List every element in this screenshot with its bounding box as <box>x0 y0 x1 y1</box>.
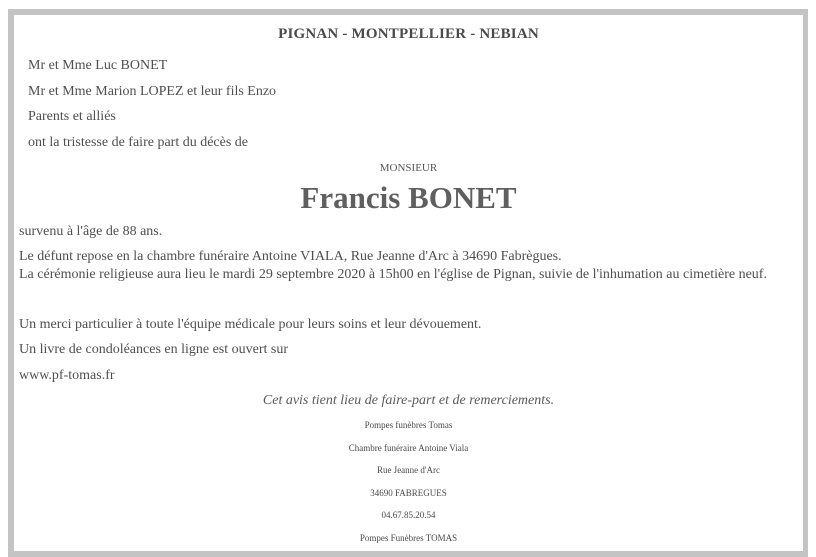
locations-header: PIGNAN - MONTPELLIER - NEBIAN <box>278 26 539 42</box>
death-notice <box>14 15 803 551</box>
thanks-text: Un merci particulier à toute l'équipe médicale pour leurs soins et leur dévouement. <box>19 317 482 332</box>
funeral-home-name: Pompes funèbres Tomas <box>364 420 453 430</box>
deceased-name: Francis BONET <box>300 180 517 215</box>
family-line-2: Mr et Mme Marion LOPEZ et leur fils Enzo <box>28 84 277 99</box>
funeral-home-signature: Pompes Funèbres TOMAS <box>359 533 458 543</box>
closing-note: Cet avis tient lieu de faire-part et de remerciements. <box>262 393 555 408</box>
age-text: survenu à l'âge de 88 ans. <box>19 224 163 239</box>
deceased-title: MONSIEUR <box>379 162 438 174</box>
ceremony-text: La cérémonie religieuse aura lieu le mardi 29 septembre 2020 à 15h00 en l'église de Pignan, suivie de l'inhumation au cimetière neuf. <box>19 267 767 282</box>
rest-location-text: Le défunt repose en la chambre funéraire Antoine VIALA, Rue Jeanne d'Arc à 34690 Fabrègues. <box>19 249 562 264</box>
announcement-line: ont la tristesse de faire part du décès de <box>28 135 249 150</box>
funeral-home-city: 34690 FABREGUES <box>370 488 447 498</box>
funeral-chamber-name: Chambre funéraire Antoine Viala <box>348 443 469 453</box>
family-line-1: Mr et Mme Luc BONET <box>28 58 168 73</box>
funeral-home-street: Rue Jeanne d'Arc <box>376 465 441 475</box>
family-line-3: Parents et alliés <box>28 109 116 124</box>
condolences-text: Un livre de condoléances en ligne est ouvert sur <box>19 342 289 357</box>
funeral-home-phone: 04.67.85.20.54 <box>381 510 436 520</box>
website-link[interactable]: www.pf-tomas.fr <box>19 368 115 383</box>
notice-frame <box>8 9 808 557</box>
